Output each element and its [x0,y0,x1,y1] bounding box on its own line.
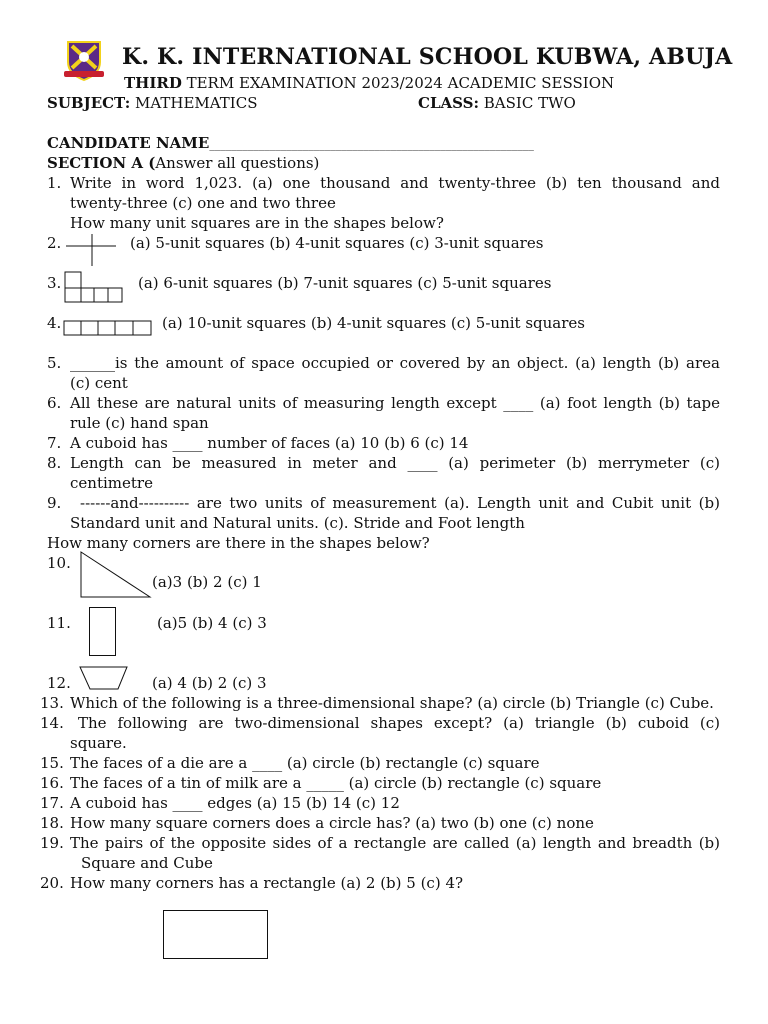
q4-text: (a) 10-unit squares (b) 4-unit squares (c) 5-unit squares [162,314,585,332]
q6-number: 6. [47,394,62,412]
q10-number: 10. [47,554,71,572]
q11-text: (a)5 (b) 4 (c) 3 [157,614,267,632]
q5-line1: ______is the amount of space occupied or covered by an object. (a) length (b) area [70,354,720,372]
q9-number: 9. [47,494,62,512]
q1-line2: twenty-three (c) one and two three [70,194,336,212]
q2-number: 2. [47,234,62,252]
section-rest: Answer all questions) [155,154,320,172]
q1-number: 1. [47,174,62,192]
q13-number: 13. [40,694,64,712]
candidate-name-line [47,134,534,152]
term-rest: TERM EXAMINATION 2023/2024 ACADEMIC SESSION [181,74,615,92]
q7-number: 7. [47,434,62,452]
section-label: SECTION A ( [47,154,156,172]
corners-intro: How many corners are there in the shapes below? [47,534,430,552]
school-crest-icon [60,38,108,82]
q20-number: 20. [40,874,64,892]
q4-number: 4. [47,314,62,332]
q12-text: (a) 4 (b) 2 (c) 3 [152,674,267,692]
q9-line2: Standard unit and Natural units. (c). Stride and Foot length [70,514,525,532]
q17-number: 17. [40,794,64,812]
q11-number: 11. [47,614,71,632]
q2-text: (a) 5-unit squares (b) 4-unit squares (c) 3-unit squares [130,234,544,252]
q4-unit-squares-row-shape [62,318,154,338]
q12-trapezium-shape [78,664,130,692]
q19-line2: Square and Cube [81,854,213,872]
q6-line1: All these are natural units of measuring length except ____ (a) foot length (b) tape [70,394,720,412]
subject-line [47,94,257,112]
q14-line2: square. [70,734,127,752]
squares-intro: How many unit squares are in the shapes below? [70,214,444,232]
q5-line2: (c) cent [70,374,128,392]
subject-label: SUBJECT: [47,94,131,112]
q15-text: The faces of a die are a ____ (a) circle (b) rectangle (c) square [70,754,540,772]
subject-value: MATHEMATICS [130,94,258,112]
q20-rectangle-shape [163,910,268,959]
section-heading [47,154,319,172]
term-bold: THIRD [124,74,182,92]
q2-cross-lines-shape [64,232,120,268]
q19-number: 19. [40,834,64,852]
class-label: CLASS: [418,94,479,112]
q18-number: 18. [40,814,64,832]
q15-number: 15. [40,754,64,772]
q16-text: The faces of a tin of milk are a _____ (a) circle (b) rectangle (c) square [70,774,602,792]
q3-number: 3. [47,274,62,292]
class-line [418,94,576,112]
q3-text: (a) 6-unit squares (b) 7-unit squares (c) 5-unit squares [138,274,552,292]
q7-text: A cuboid has ____ number of faces (a) 10 (b) 6 (c) 14 [70,434,469,452]
candidate-label: CANDIDATE NAME [47,134,210,152]
q8-line1: Length can be measured in meter and ____ (a) perimeter (b) merrymeter (c) [70,454,720,472]
q17-text: A cuboid has ____ edges (a) 15 (b) 14 (c) 12 [70,794,400,812]
q13-text: Which of the following is a three-dimensional shape? (a) circle (b) Triangle (c) Cube. [70,694,714,712]
school-name: K. K. INTERNATIONAL SCHOOL KUBWA, ABUJA [122,44,733,70]
q16-number: 16. [40,774,64,792]
q14-line1: The following are two-dimensional shapes except? (a) triangle (b) cuboid (c) [78,714,720,732]
q20-text: How many corners has a rectangle (a) 2 (b) 5 (c) 4? [70,874,464,892]
q9-line1: ------and---------- are two units of measurement (a). Length unit and Cubit unit (b) [80,494,720,512]
q18-text: How many square corners does a circle has? (a) two (b) one (c) none [70,814,594,832]
q6-line2: rule (c) hand span [70,414,209,432]
q19-line1: The pairs of the opposite sides of a rectangle are called (a) length and breadth (b) [70,834,720,852]
q5-number: 5. [47,354,62,372]
q11-rectangle-shape [89,607,116,656]
q1-line1: Write in word 1,023. (a) one thousand and twenty-three (b) ten thousand and [70,174,720,192]
class-value: BASIC TWO [479,94,576,112]
candidate-blank: ___________________________________________________________ [209,138,534,151]
q8-number: 8. [47,454,62,472]
q10-triangle-shape [78,550,154,600]
exam-term-line [124,74,614,92]
q3-unit-squares-shape [63,270,125,304]
q12-number: 12. [47,674,71,692]
q14-number: 14. [40,714,64,732]
q8-line2: centimetre [70,474,153,492]
q10-text: (a)3 (b) 2 (c) 1 [152,573,262,591]
